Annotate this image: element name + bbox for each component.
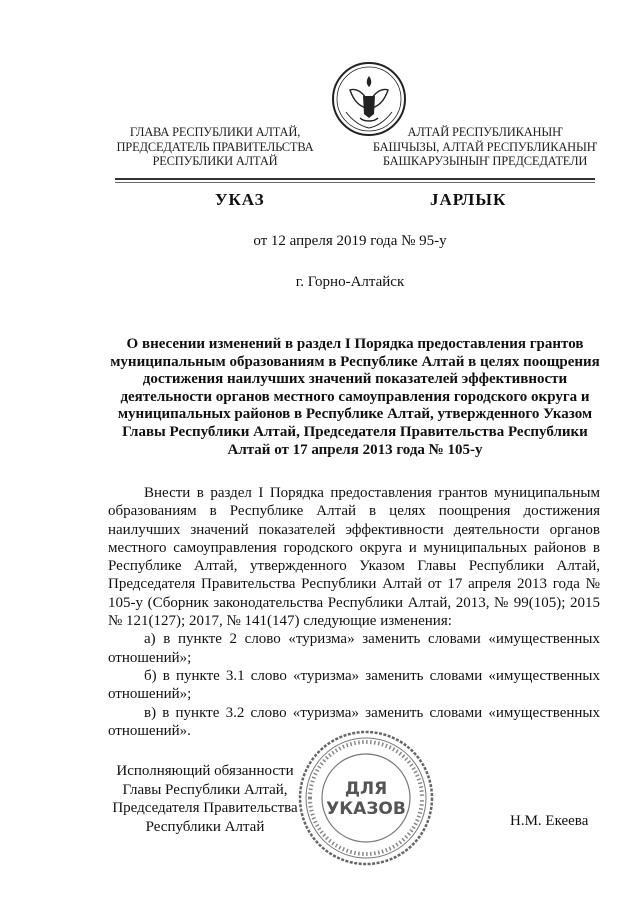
header-left-line: ГЛАВА РЕСПУБЛИКИ АЛТАЙ, (129, 125, 301, 139)
body-paragraph: а) в пункте 2 слово «туризма» заменить словами «имущественных отношений»; (108, 631, 600, 666)
stamp-text-line2: УКАЗОВ (326, 799, 406, 819)
header-divider-thin (115, 182, 595, 183)
body-paragraph: б) в пункте 3.1 слово «туризма» заменить словами «имущественных отношений»; (108, 667, 600, 703)
signatory-line: Председателя Правительства (112, 800, 298, 817)
signatory-name: Н.М. Екеева (510, 813, 589, 829)
signatory-line: Главы Республики Алтай, (122, 781, 288, 798)
header-right-title (370, 125, 600, 169)
document-title: О внесении изменений в раздел I Порядка предоставления грантов муниципальным образованиям в Республике Алтай в целях поощрения достижения наилучших значений показателей эффективности деятельности органов местного самоуправления городского округа и муниципальных районов в Республике Алтай, утвержденного Указом Главы Республики Алтай, Председателя Правительства Республики Алтай от 17 апреля 2013 года № 105-у (110, 336, 600, 458)
stamp-text-line1: ДЛЯ (344, 779, 388, 799)
header-left-line: ПРЕДСЕДАТЕЛЬ ПРАВИТЕЛЬСТВА (116, 139, 314, 154)
document-city: г. Горно-Алтайск (295, 274, 405, 290)
signatory-position (100, 762, 310, 836)
doc-type-russian: УКАЗ (215, 190, 265, 209)
header-left-title (100, 125, 330, 169)
header-divider-thick (115, 178, 595, 180)
header-left-line: РЕСПУБЛИКИ АЛТАЙ (152, 154, 278, 168)
header-right-line: БАШКАРУЗЫНЫҤ ПРЕДСЕДАТЕЛИ (382, 154, 588, 168)
official-stamp-seal (296, 728, 436, 868)
document-body (108, 484, 600, 740)
signatory-line: Исполняющий обязанности (116, 763, 294, 779)
signatory-line: Республики Алтай (145, 818, 265, 835)
doc-type-altai: ЈАРЛЫК (430, 190, 507, 209)
header-right-line: БАШЧЫЗЫ, АЛТАЙ РЕСПУБЛИКАНЫҤ (372, 139, 598, 154)
document-date-number: от 12 апреля 2019 года № 95-у (253, 233, 447, 249)
header-right-line: АЛТАЙ РЕСПУБЛИКАНЫҤ (407, 125, 563, 139)
body-paragraph: в) в пункте 3.2 слово «туризма» заменить словами «имущественных отношений». (108, 704, 600, 739)
body-paragraph: Внести в раздел I Порядка предоставления грантов муниципальным образованиям в Республике Алтай в целях поощрения достижения наилучших значений показателей эффективности деятельности органов местного самоуправления городского округа и муниципальных районов в Республике Алтай, утвержденного Указом Главы Республики Алтай, Председателя Правительства Республики Алтай от 17 апреля 2013 года № 105-у (Сборник законодательства Республики Алтай, 2013, № 99(105); 2015 № 121(127); 2017, № 141(147) следующие изменения: (108, 485, 600, 630)
